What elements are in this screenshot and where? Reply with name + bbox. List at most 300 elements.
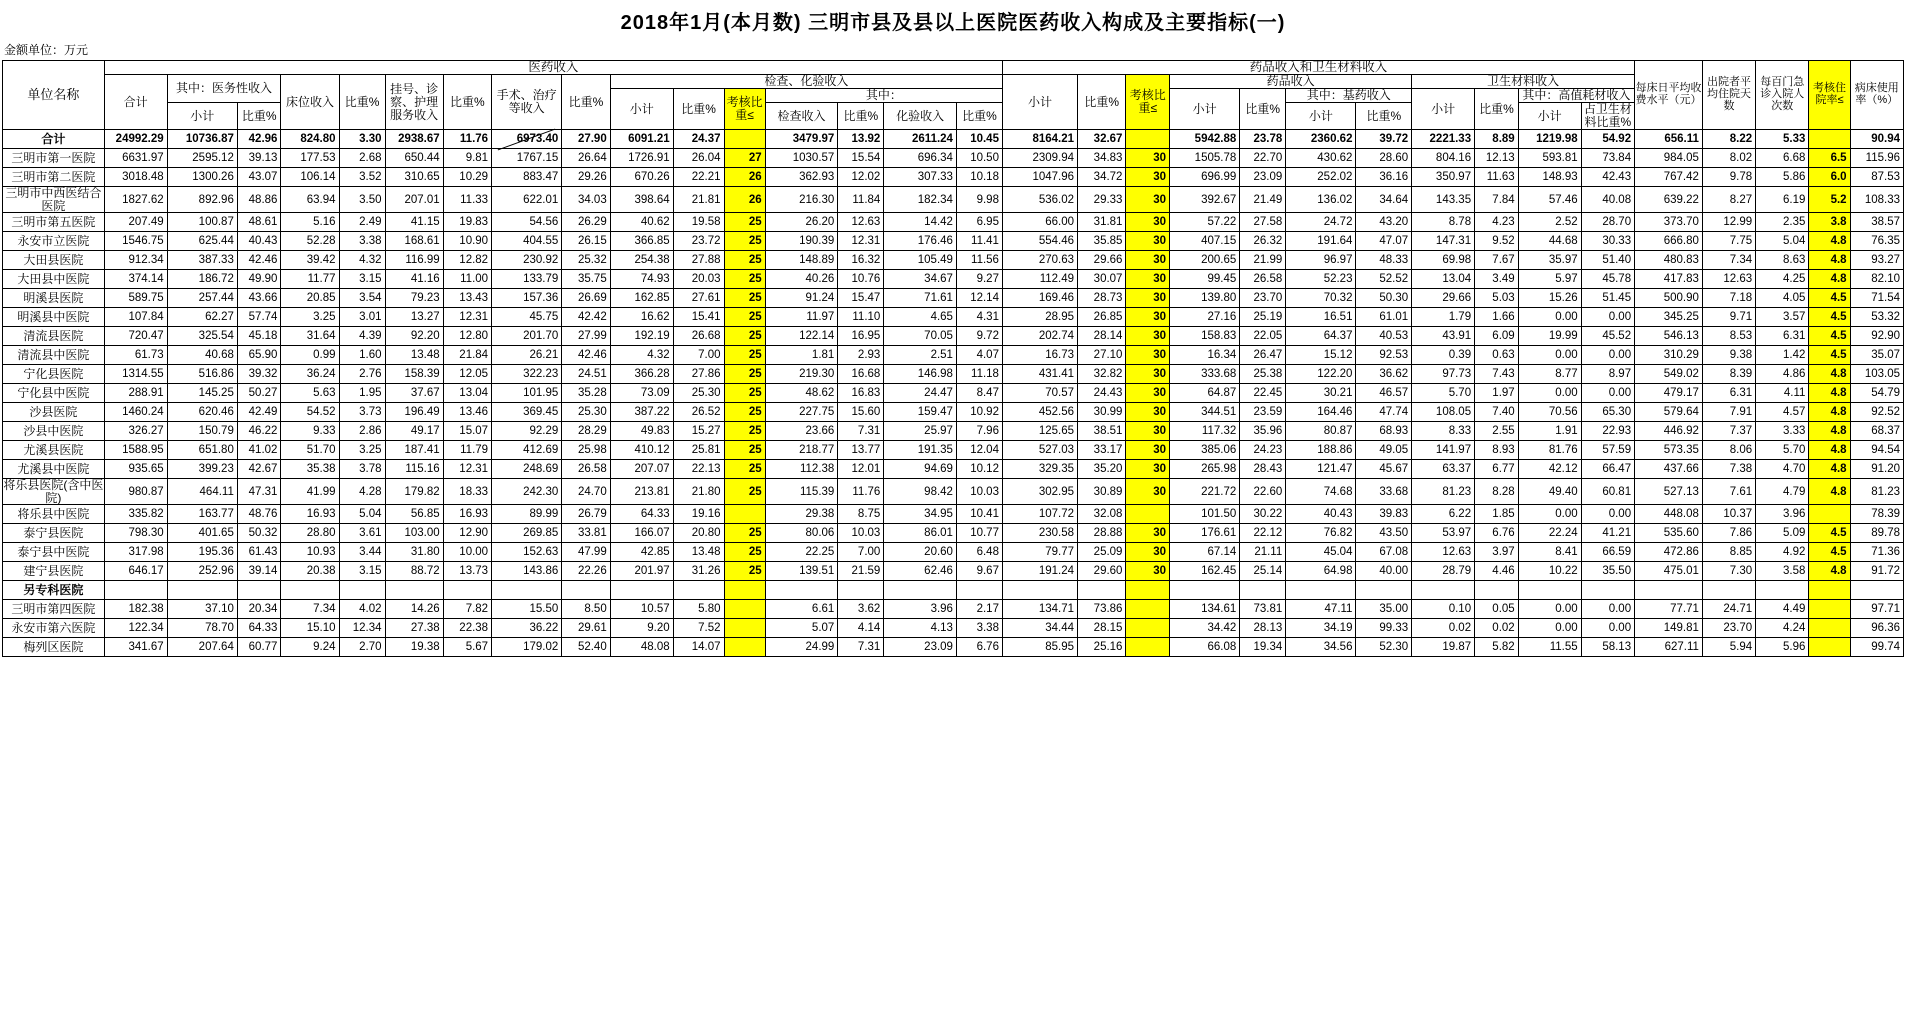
cell: 8.75: [838, 505, 884, 524]
cell: 22.26: [562, 562, 610, 581]
cell: 54.52: [281, 403, 339, 422]
cell: 23.09: [884, 638, 957, 657]
cell: 4.11: [1756, 384, 1809, 403]
cell: 4.25: [1756, 270, 1809, 289]
cell: 4.49: [1756, 600, 1809, 619]
cell: 36.16: [1356, 167, 1412, 186]
cell: 122.20: [1286, 365, 1356, 384]
cell: 40.00: [1356, 562, 1412, 581]
cell: 2.70: [339, 638, 385, 657]
cell: 7.30: [1702, 562, 1755, 581]
cell: 101.50: [1170, 505, 1240, 524]
cell: 10.37: [1702, 505, 1755, 524]
cell: 0.00: [1518, 346, 1581, 365]
cell: [281, 581, 339, 600]
cell: 116.99: [385, 251, 443, 270]
cell: 148.93: [1518, 167, 1581, 186]
cell: 36.24: [281, 365, 339, 384]
cell: 13.48: [385, 346, 443, 365]
cell: 43.07: [237, 167, 281, 186]
cell: 10.45: [956, 129, 1002, 148]
row-unit-name: 永安市立医院: [3, 232, 105, 251]
cell: [492, 581, 562, 600]
cell: 106.14: [281, 167, 339, 186]
cell: 26.58: [1240, 270, 1286, 289]
cell: 64.98: [1286, 562, 1356, 581]
cell: 369.45: [492, 403, 562, 422]
cell: [1002, 581, 1077, 600]
cell: 25: [724, 460, 765, 479]
cell: 344.51: [1170, 403, 1240, 422]
cell: 201.97: [610, 562, 673, 581]
cell: 3.50: [339, 186, 385, 212]
cell: 5.2: [1809, 186, 1850, 212]
cell: 27.10: [1078, 346, 1126, 365]
cell: 48.76: [237, 505, 281, 524]
table-row: [3, 129, 1904, 148]
cell: 6.61: [765, 600, 838, 619]
cell: 60.81: [1581, 479, 1634, 505]
cell: 13.27: [385, 308, 443, 327]
cell: 345.25: [1635, 308, 1703, 327]
cell: 29.33: [1078, 186, 1126, 212]
cell: 27.61: [673, 289, 724, 308]
cell: 150.79: [167, 422, 237, 441]
cell: 207.07: [610, 460, 673, 479]
cell: 41.02: [237, 441, 281, 460]
cell: 71.61: [884, 289, 957, 308]
cell: 798.30: [104, 524, 167, 543]
cell: 30: [1126, 365, 1170, 384]
cell: 341.67: [104, 638, 167, 657]
cell: 13.46: [443, 403, 491, 422]
cell: [1475, 581, 1519, 600]
cell: 36.62: [1356, 365, 1412, 384]
cell: 49.83: [610, 422, 673, 441]
cell: 12.31: [838, 232, 884, 251]
cell: [724, 581, 765, 600]
cell: 78.39: [1850, 505, 1903, 524]
cell: 26.32: [1240, 232, 1286, 251]
cell: [1126, 505, 1170, 524]
cell: 147.31: [1412, 232, 1475, 251]
cell: [104, 581, 167, 600]
cell: 252.02: [1286, 167, 1356, 186]
cell: 5.09: [1756, 524, 1809, 543]
header-total: 合计: [104, 75, 167, 130]
cell: 107.72: [1002, 505, 1077, 524]
cell: [765, 581, 838, 600]
cell: 35.28: [562, 384, 610, 403]
cell: 64.37: [1286, 327, 1356, 346]
cell: 31.81: [1078, 213, 1126, 232]
cell: 16.34: [1170, 346, 1240, 365]
cell: 195.36: [167, 543, 237, 562]
cell: 10.76: [838, 270, 884, 289]
cell: 207.01: [385, 186, 443, 212]
cell: 4.8: [1809, 441, 1850, 460]
cell: 1030.57: [765, 148, 838, 167]
header-material-group: 卫生材料收入: [1412, 75, 1635, 89]
cell: 15.10: [281, 619, 339, 638]
header-yiyao-income: 医药收入: [104, 61, 1002, 75]
cell: 157.36: [492, 289, 562, 308]
cell: 0.39: [1412, 346, 1475, 365]
cell: 16.95: [838, 327, 884, 346]
cell: 12.05: [443, 365, 491, 384]
cell: 22.93: [1581, 422, 1634, 441]
cell: 200.65: [1170, 251, 1240, 270]
cell: 13.04: [1412, 270, 1475, 289]
cell: 3.78: [339, 460, 385, 479]
cell: 62.27: [167, 308, 237, 327]
cell: 6.09: [1475, 327, 1519, 346]
cell: 399.23: [167, 460, 237, 479]
cell: 80.87: [1286, 422, 1356, 441]
cell: 71.36: [1850, 543, 1903, 562]
cell: 29.61: [562, 619, 610, 638]
cell: 10.18: [956, 167, 1002, 186]
table-row: [3, 524, 1904, 543]
cell: 651.80: [167, 441, 237, 460]
cell: [385, 581, 443, 600]
header-jiancha-group: 检查、化验收入: [610, 75, 1002, 89]
cell: 85.95: [1002, 638, 1077, 657]
cell: 79.77: [1002, 543, 1077, 562]
cell: 11.84: [838, 186, 884, 212]
cell: 34.95: [884, 505, 957, 524]
header-ratio-guahao: 比重%: [443, 75, 491, 130]
cell: [1635, 581, 1703, 600]
cell: 625.44: [167, 232, 237, 251]
cell: 70.05: [884, 327, 957, 346]
header-gaozhi-group: 其中：高值耗材收入: [1518, 89, 1634, 103]
cell: 136.02: [1286, 186, 1356, 212]
table-row: [3, 251, 1904, 270]
cell: 61.73: [104, 346, 167, 365]
cell: 45.75: [492, 308, 562, 327]
cell: 2.55: [1475, 422, 1519, 441]
cell: 0.00: [1518, 384, 1581, 403]
cell: 3.54: [339, 289, 385, 308]
header-kaohe-ratio-drug: 考核比重≤: [1126, 75, 1170, 130]
cell: 4.8: [1809, 460, 1850, 479]
cell: 325.54: [167, 327, 237, 346]
table-row: [3, 186, 1904, 212]
cell: [1581, 581, 1634, 600]
cell: 28.60: [1356, 148, 1412, 167]
cell: 62.46: [884, 562, 957, 581]
header-per-hundred: 每百门急诊入院人次数: [1756, 61, 1809, 130]
cell: 1.95: [339, 384, 385, 403]
cell: 527.13: [1635, 479, 1703, 505]
cell: 86.01: [884, 524, 957, 543]
cell: 38.57: [1850, 213, 1903, 232]
cell: 146.98: [884, 365, 957, 384]
table-row: [3, 543, 1904, 562]
cell: 47.07: [1356, 232, 1412, 251]
cell: 186.72: [167, 270, 237, 289]
cell: 11.10: [838, 308, 884, 327]
cell: 0.99: [281, 346, 339, 365]
cell: 99.33: [1356, 619, 1412, 638]
cell: 65.90: [237, 346, 281, 365]
cell: 57.22: [1170, 213, 1240, 232]
cell: 50.27: [237, 384, 281, 403]
cell: 12.31: [443, 460, 491, 479]
header-yiwu-subtotal: 小计: [167, 103, 237, 130]
cell: 39.83: [1356, 505, 1412, 524]
cell: 13.43: [443, 289, 491, 308]
cell: 10.90: [443, 232, 491, 251]
cell: 6631.97: [104, 148, 167, 167]
cell: 122.34: [104, 619, 167, 638]
header-drug-group: 药品收入: [1170, 75, 1412, 89]
cell: 5.33: [1756, 129, 1809, 148]
cell: 5.82: [1475, 638, 1519, 657]
cell: 41.99: [281, 479, 339, 505]
cell: 11.79: [443, 441, 491, 460]
cell: 1219.98: [1518, 129, 1581, 148]
cell: 40.08: [1581, 186, 1634, 212]
cell: 317.98: [104, 543, 167, 562]
cell: 30: [1126, 524, 1170, 543]
cell: 5.97: [1518, 270, 1581, 289]
cell: 79.23: [385, 289, 443, 308]
cell: 4.05: [1756, 289, 1809, 308]
cell: 162.45: [1170, 562, 1240, 581]
cell: 26.85: [1078, 308, 1126, 327]
table-row: [3, 213, 1904, 232]
cell: 25: [724, 308, 765, 327]
cell: 73.81: [1240, 600, 1286, 619]
cell: 5.03: [1475, 289, 1519, 308]
row-unit-name: 明溪县医院: [3, 289, 105, 308]
cell: 53.97: [1412, 524, 1475, 543]
cell: 25: [724, 327, 765, 346]
cell: 6.95: [956, 213, 1002, 232]
cell: 535.60: [1635, 524, 1703, 543]
cell: 666.80: [1635, 232, 1703, 251]
cell: 35.20: [1078, 460, 1126, 479]
cell: 149.81: [1635, 619, 1703, 638]
cell: 3.97: [1475, 543, 1519, 562]
cell: 4.5: [1809, 308, 1850, 327]
cell: 0.00: [1518, 619, 1581, 638]
cell: 80.06: [765, 524, 838, 543]
cell: 16.93: [281, 505, 339, 524]
cell: [1809, 581, 1850, 600]
cell: 0.00: [1581, 384, 1634, 403]
cell: 176.46: [884, 232, 957, 251]
cell: 117.32: [1170, 422, 1240, 441]
cell: 620.46: [167, 403, 237, 422]
table-row: [3, 270, 1904, 289]
cell: 30: [1126, 460, 1170, 479]
row-unit-name: 梅列区医院: [3, 638, 105, 657]
cell: [1286, 581, 1356, 600]
header-jiyao-group: 其中：基药收入: [1286, 89, 1412, 103]
cell: 4.31: [956, 308, 1002, 327]
cell: 15.41: [673, 308, 724, 327]
cell: 49.90: [237, 270, 281, 289]
cell: 398.64: [610, 186, 673, 212]
cell: 302.95: [1002, 479, 1077, 505]
cell: 3.15: [339, 562, 385, 581]
cell: 10.03: [838, 524, 884, 543]
cell: 20.34: [237, 600, 281, 619]
cell: [724, 129, 765, 148]
cell: 10.77: [956, 524, 1002, 543]
cell: 42.67: [237, 460, 281, 479]
cell: [724, 505, 765, 524]
cell: 362.93: [765, 167, 838, 186]
cell: 27.88: [673, 251, 724, 270]
row-unit-name: 尤溪县中医院: [3, 460, 105, 479]
cell: 9.20: [610, 619, 673, 638]
cell: 45.52: [1581, 327, 1634, 346]
cell: 24.71: [1702, 600, 1755, 619]
cell: 33.81: [562, 524, 610, 543]
cell: 25.19: [1240, 308, 1286, 327]
cell: 4.8: [1809, 422, 1850, 441]
cell: 42.96: [237, 129, 281, 148]
cell: 26.68: [673, 327, 724, 346]
cell: 34.03: [562, 186, 610, 212]
cell: [838, 581, 884, 600]
header-yiwu-group: 其中：医务性收入: [167, 75, 281, 103]
cell: 387.22: [610, 403, 673, 422]
cell: 35.07: [1850, 346, 1903, 365]
cell: 254.38: [610, 251, 673, 270]
header-yiwu-ratio: 比重%: [237, 103, 281, 130]
cell: 935.65: [104, 460, 167, 479]
cell: 30.22: [1240, 505, 1286, 524]
cell: 40.62: [610, 213, 673, 232]
cell: 10.29: [443, 167, 491, 186]
cell: [339, 581, 385, 600]
cell: 64.33: [610, 505, 673, 524]
cell: 57.74: [237, 308, 281, 327]
cell: 30: [1126, 543, 1170, 562]
cell: 639.22: [1635, 186, 1703, 212]
cell: 2611.24: [884, 129, 957, 148]
cell: 11.18: [956, 365, 1002, 384]
cell: [1809, 619, 1850, 638]
cell: 177.53: [281, 148, 339, 167]
cell: 52.40: [562, 638, 610, 657]
cell: 31.26: [673, 562, 724, 581]
cell: [724, 619, 765, 638]
cell: 546.13: [1635, 327, 1703, 346]
cell: 139.80: [1170, 289, 1240, 308]
cell: 23.70: [1240, 289, 1286, 308]
cell: 3.62: [838, 600, 884, 619]
cell: 73.09: [610, 384, 673, 403]
row-unit-name: 明溪县中医院: [3, 308, 105, 327]
cell: 70.56: [1518, 403, 1581, 422]
cell: 12.31: [443, 308, 491, 327]
cell: 67.14: [1170, 543, 1240, 562]
cell: 68.93: [1356, 422, 1412, 441]
cell: 4.5: [1809, 289, 1850, 308]
cell: 60.77: [237, 638, 281, 657]
cell: 19.58: [673, 213, 724, 232]
cell: 43.66: [237, 289, 281, 308]
cell: 452.56: [1002, 403, 1077, 422]
cell: 91.20: [1850, 460, 1903, 479]
cell: 446.92: [1635, 422, 1703, 441]
cell: 385.06: [1170, 441, 1240, 460]
cell: 4.8: [1809, 270, 1850, 289]
cell: 87.53: [1850, 167, 1903, 186]
cell: 7.00: [673, 346, 724, 365]
cell: 3479.97: [765, 129, 838, 148]
cell: 158.39: [385, 365, 443, 384]
cell: 73.84: [1581, 148, 1634, 167]
cell: 29.66: [1412, 289, 1475, 308]
cell: 48.08: [610, 638, 673, 657]
cell: 0.00: [1518, 505, 1581, 524]
cell: 71.54: [1850, 289, 1903, 308]
cell: 3.15: [339, 270, 385, 289]
cell: 46.22: [237, 422, 281, 441]
cell: 28.80: [281, 524, 339, 543]
cell: 41.16: [385, 270, 443, 289]
cell: 25.09: [1078, 543, 1126, 562]
cell: 21.80: [673, 479, 724, 505]
header-bed-day-fee: 每床日平均收费水平（元）: [1635, 61, 1703, 130]
cell: 4.86: [1756, 365, 1809, 384]
cell: 25: [724, 213, 765, 232]
cell: 6.22: [1412, 505, 1475, 524]
cell: 10.41: [956, 505, 1002, 524]
table-row: [3, 479, 1904, 505]
cell: 94.54: [1850, 441, 1903, 460]
cell: 115.16: [385, 460, 443, 479]
cell: 549.02: [1635, 365, 1703, 384]
cell: 66.59: [1581, 543, 1634, 562]
cell: [1809, 129, 1850, 148]
cell: 1.60: [339, 346, 385, 365]
cell: 404.55: [492, 232, 562, 251]
cell: [1356, 581, 1412, 600]
cell: 6.77: [1475, 460, 1519, 479]
cell: 34.19: [1286, 619, 1356, 638]
cell: 20.03: [673, 270, 724, 289]
cell: 35.38: [281, 460, 339, 479]
cell: [1240, 581, 1286, 600]
cell: 8.02: [1702, 148, 1755, 167]
cell: 0.00: [1518, 308, 1581, 327]
cell: 201.70: [492, 327, 562, 346]
cell: 554.46: [1002, 232, 1077, 251]
cell: 66.08: [1170, 638, 1240, 657]
cell: 8.33: [1412, 422, 1475, 441]
cell: 401.65: [167, 524, 237, 543]
cell: [956, 581, 1002, 600]
cell: 15.54: [838, 148, 884, 167]
cell: 3.96: [884, 600, 957, 619]
cell: 67.08: [1356, 543, 1412, 562]
cell: 16.68: [838, 365, 884, 384]
cell: 45.67: [1356, 460, 1412, 479]
cell: 15.60: [838, 403, 884, 422]
unit-label: 金额单位：万元: [4, 43, 89, 57]
cell: 42.46: [237, 251, 281, 270]
cell: 2221.33: [1412, 129, 1475, 148]
cell: 112.49: [1002, 270, 1077, 289]
